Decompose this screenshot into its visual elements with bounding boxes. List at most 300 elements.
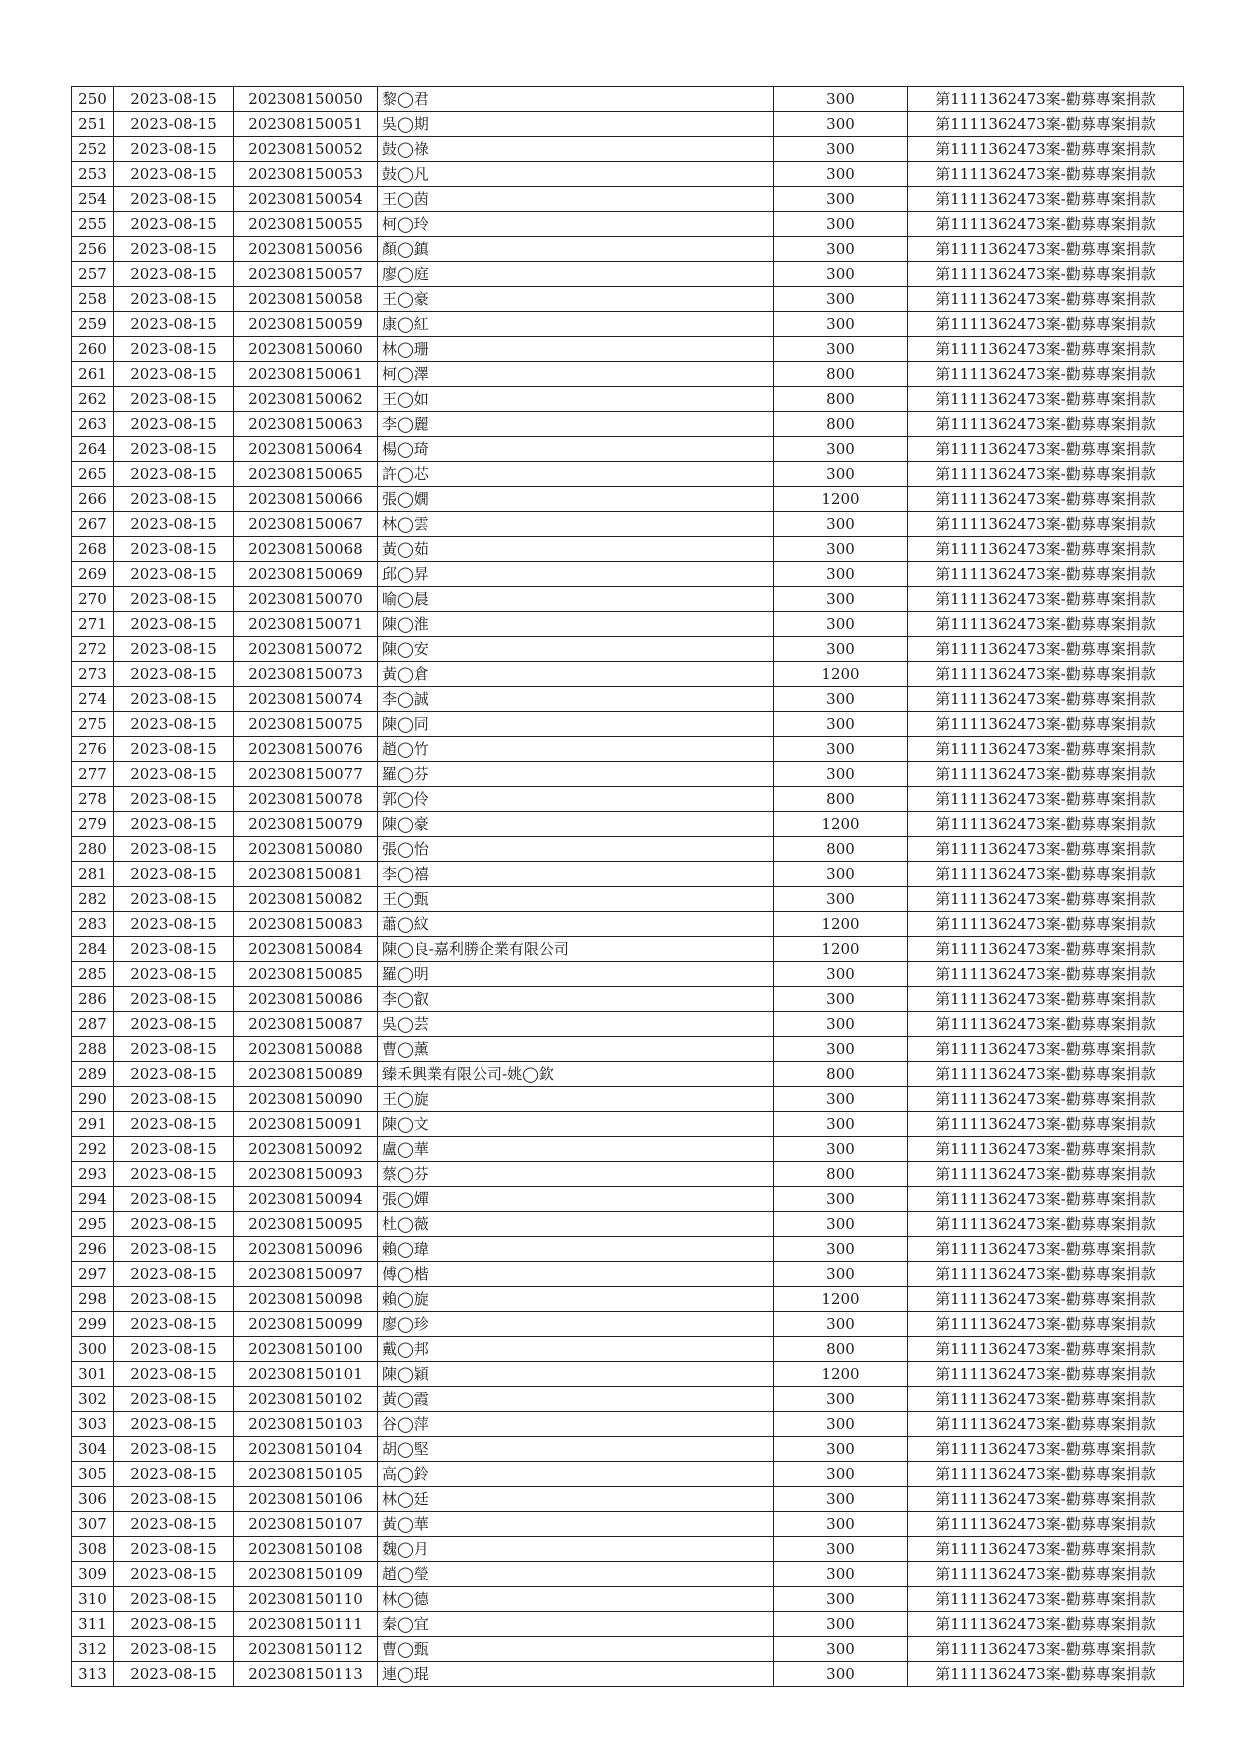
receipt-id-cell: 202308150074 <box>234 687 378 712</box>
row-number-cell: 286 <box>72 987 114 1012</box>
date-cell: 2023-08-15 <box>114 862 234 887</box>
receipt-id-cell: 202308150051 <box>234 112 378 137</box>
row-number-cell: 261 <box>72 362 114 387</box>
receipt-id-cell: 202308150071 <box>234 612 378 637</box>
date-cell: 2023-08-15 <box>114 1587 234 1612</box>
receipt-id-cell: 202308150086 <box>234 987 378 1012</box>
purpose-cell: 第1111362473案-勸募專案捐款 <box>908 912 1184 937</box>
receipt-id-cell: 202308150084 <box>234 937 378 962</box>
receipt-id-cell: 202308150055 <box>234 212 378 237</box>
date-cell: 2023-08-15 <box>114 1637 234 1662</box>
row-number-cell: 281 <box>72 862 114 887</box>
amount-cell: 300 <box>774 337 908 362</box>
donor-name-cell: 陳◯穎 <box>378 1362 774 1387</box>
purpose-cell: 第1111362473案-勸募專案捐款 <box>908 1187 1184 1212</box>
amount-cell: 300 <box>774 162 908 187</box>
date-cell: 2023-08-15 <box>114 1287 234 1312</box>
amount-cell: 300 <box>774 1437 908 1462</box>
receipt-id-cell: 202308150061 <box>234 362 378 387</box>
purpose-cell: 第1111362473案-勸募專案捐款 <box>908 187 1184 212</box>
donor-name-cell: 陳◯良-嘉利勝企業有限公司 <box>378 937 774 962</box>
receipt-id-cell: 202308150056 <box>234 237 378 262</box>
donor-name-cell: 王◯甄 <box>378 887 774 912</box>
purpose-cell: 第1111362473案-勸募專案捐款 <box>908 212 1184 237</box>
table-row <box>72 687 1184 712</box>
receipt-id-cell: 202308150059 <box>234 312 378 337</box>
donation-table-body <box>72 87 1184 1687</box>
receipt-id-cell: 202308150069 <box>234 562 378 587</box>
purpose-cell: 第1111362473案-勸募專案捐款 <box>908 887 1184 912</box>
table-row <box>72 112 1184 137</box>
row-number-cell: 290 <box>72 1087 114 1112</box>
amount-cell: 800 <box>774 362 908 387</box>
donor-name-cell: 杜◯薇 <box>378 1212 774 1237</box>
amount-cell: 300 <box>774 1487 908 1512</box>
amount-cell: 1200 <box>774 662 908 687</box>
purpose-cell: 第1111362473案-勸募專案捐款 <box>908 1012 1184 1037</box>
donor-name-cell: 李◯禧 <box>378 862 774 887</box>
date-cell: 2023-08-15 <box>114 1037 234 1062</box>
table-row <box>72 1212 1184 1237</box>
purpose-cell: 第1111362473案-勸募專案捐款 <box>908 1512 1184 1537</box>
row-number-cell: 308 <box>72 1537 114 1562</box>
donor-name-cell: 廖◯珍 <box>378 1312 774 1337</box>
date-cell: 2023-08-15 <box>114 237 234 262</box>
date-cell: 2023-08-15 <box>114 1537 234 1562</box>
purpose-cell: 第1111362473案-勸募專案捐款 <box>908 262 1184 287</box>
amount-cell: 300 <box>774 1537 908 1562</box>
date-cell: 2023-08-15 <box>114 1337 234 1362</box>
table-row <box>72 187 1184 212</box>
row-number-cell: 288 <box>72 1037 114 1062</box>
receipt-id-cell: 202308150101 <box>234 1362 378 1387</box>
donor-name-cell: 黎◯君 <box>378 87 774 112</box>
date-cell: 2023-08-15 <box>114 287 234 312</box>
table-row <box>72 1262 1184 1287</box>
purpose-cell: 第1111362473案-勸募專案捐款 <box>908 1487 1184 1512</box>
purpose-cell: 第1111362473案-勸募專案捐款 <box>908 512 1184 537</box>
donor-name-cell: 趙◯瑩 <box>378 1562 774 1587</box>
donor-name-cell: 魏◯月 <box>378 1537 774 1562</box>
donor-name-cell: 張◯怡 <box>378 837 774 862</box>
table-row <box>72 1037 1184 1062</box>
amount-cell: 300 <box>774 187 908 212</box>
row-number-cell: 313 <box>72 1662 114 1687</box>
receipt-id-cell: 202308150066 <box>234 487 378 512</box>
donor-name-cell: 傅◯楷 <box>378 1262 774 1287</box>
purpose-cell: 第1111362473案-勸募專案捐款 <box>908 387 1184 412</box>
donor-name-cell: 連◯琨 <box>378 1662 774 1687</box>
table-row <box>72 537 1184 562</box>
table-row <box>72 1187 1184 1212</box>
receipt-id-cell: 202308150053 <box>234 162 378 187</box>
purpose-cell: 第1111362473案-勸募專案捐款 <box>908 662 1184 687</box>
row-number-cell: 279 <box>72 812 114 837</box>
purpose-cell: 第1111362473案-勸募專案捐款 <box>908 1062 1184 1087</box>
receipt-id-cell: 202308150106 <box>234 1487 378 1512</box>
amount-cell: 300 <box>774 1587 908 1612</box>
amount-cell: 800 <box>774 412 908 437</box>
row-number-cell: 287 <box>72 1012 114 1037</box>
purpose-cell: 第1111362473案-勸募專案捐款 <box>908 637 1184 662</box>
row-number-cell: 268 <box>72 537 114 562</box>
donor-name-cell: 王◯旋 <box>378 1087 774 1112</box>
table-row <box>72 312 1184 337</box>
donor-name-cell: 林◯德 <box>378 1587 774 1612</box>
date-cell: 2023-08-15 <box>114 837 234 862</box>
donor-name-cell: 黃◯華 <box>378 1512 774 1537</box>
row-number-cell: 280 <box>72 837 114 862</box>
row-number-cell: 253 <box>72 162 114 187</box>
row-number-cell: 298 <box>72 1287 114 1312</box>
purpose-cell: 第1111362473案-勸募專案捐款 <box>908 1637 1184 1662</box>
receipt-id-cell: 202308150109 <box>234 1562 378 1587</box>
table-row <box>72 237 1184 262</box>
table-row <box>72 162 1184 187</box>
receipt-id-cell: 202308150082 <box>234 887 378 912</box>
receipt-id-cell: 202308150072 <box>234 637 378 662</box>
receipt-id-cell: 202308150063 <box>234 412 378 437</box>
date-cell: 2023-08-15 <box>114 137 234 162</box>
donor-name-cell: 吳◯期 <box>378 112 774 137</box>
table-row <box>72 1512 1184 1537</box>
purpose-cell: 第1111362473案-勸募專案捐款 <box>908 1112 1184 1137</box>
purpose-cell: 第1111362473案-勸募專案捐款 <box>908 737 1184 762</box>
date-cell: 2023-08-15 <box>114 162 234 187</box>
purpose-cell: 第1111362473案-勸募專案捐款 <box>908 1437 1184 1462</box>
donor-name-cell: 盧◯華 <box>378 1137 774 1162</box>
table-row <box>72 1112 1184 1137</box>
row-number-cell: 271 <box>72 612 114 637</box>
row-number-cell: 267 <box>72 512 114 537</box>
table-row <box>72 1237 1184 1262</box>
amount-cell: 300 <box>774 1112 908 1137</box>
date-cell: 2023-08-15 <box>114 112 234 137</box>
donor-name-cell: 廖◯庭 <box>378 262 774 287</box>
amount-cell: 300 <box>774 562 908 587</box>
table-row <box>72 1612 1184 1637</box>
row-number-cell: 283 <box>72 912 114 937</box>
amount-cell: 800 <box>774 1062 908 1087</box>
amount-cell: 300 <box>774 1637 908 1662</box>
donor-name-cell: 許◯芯 <box>378 462 774 487</box>
purpose-cell: 第1111362473案-勸募專案捐款 <box>908 437 1184 462</box>
purpose-cell: 第1111362473案-勸募專案捐款 <box>908 1412 1184 1437</box>
date-cell: 2023-08-15 <box>114 1112 234 1137</box>
row-number-cell: 269 <box>72 562 114 587</box>
date-cell: 2023-08-15 <box>114 1312 234 1337</box>
receipt-id-cell: 202308150054 <box>234 187 378 212</box>
donor-name-cell: 鼓◯祿 <box>378 137 774 162</box>
date-cell: 2023-08-15 <box>114 462 234 487</box>
row-number-cell: 265 <box>72 462 114 487</box>
amount-cell: 300 <box>774 512 908 537</box>
amount-cell: 300 <box>774 87 908 112</box>
receipt-id-cell: 202308150097 <box>234 1262 378 1287</box>
row-number-cell: 304 <box>72 1437 114 1462</box>
receipt-id-cell: 202308150091 <box>234 1112 378 1137</box>
row-number-cell: 289 <box>72 1062 114 1087</box>
amount-cell: 300 <box>774 537 908 562</box>
row-number-cell: 254 <box>72 187 114 212</box>
donor-name-cell: 陳◯淮 <box>378 612 774 637</box>
receipt-id-cell: 202308150062 <box>234 387 378 412</box>
table-row <box>72 512 1184 537</box>
date-cell: 2023-08-15 <box>114 262 234 287</box>
table-row <box>72 412 1184 437</box>
table-row <box>72 837 1184 862</box>
donor-name-cell: 張◯嫺 <box>378 487 774 512</box>
receipt-id-cell: 202308150060 <box>234 337 378 362</box>
donor-name-cell: 鼓◯凡 <box>378 162 774 187</box>
amount-cell: 300 <box>774 212 908 237</box>
receipt-id-cell: 202308150080 <box>234 837 378 862</box>
date-cell: 2023-08-15 <box>114 1562 234 1587</box>
row-number-cell: 270 <box>72 587 114 612</box>
date-cell: 2023-08-15 <box>114 887 234 912</box>
row-number-cell: 250 <box>72 87 114 112</box>
purpose-cell: 第1111362473案-勸募專案捐款 <box>908 412 1184 437</box>
receipt-id-cell: 202308150092 <box>234 1137 378 1162</box>
donor-name-cell: 陳◯豪 <box>378 812 774 837</box>
table-row <box>72 562 1184 587</box>
purpose-cell: 第1111362473案-勸募專案捐款 <box>908 1337 1184 1362</box>
table-row <box>72 812 1184 837</box>
row-number-cell: 311 <box>72 1612 114 1637</box>
row-number-cell: 258 <box>72 287 114 312</box>
date-cell: 2023-08-15 <box>114 487 234 512</box>
purpose-cell: 第1111362473案-勸募專案捐款 <box>908 312 1184 337</box>
donor-name-cell: 林◯廷 <box>378 1487 774 1512</box>
purpose-cell: 第1111362473案-勸募專案捐款 <box>908 1287 1184 1312</box>
row-number-cell: 294 <box>72 1187 114 1212</box>
date-cell: 2023-08-15 <box>114 662 234 687</box>
date-cell: 2023-08-15 <box>114 687 234 712</box>
table-row <box>72 1337 1184 1362</box>
table-row <box>72 1387 1184 1412</box>
date-cell: 2023-08-15 <box>114 712 234 737</box>
receipt-id-cell: 202308150058 <box>234 287 378 312</box>
receipt-id-cell: 202308150076 <box>234 737 378 762</box>
date-cell: 2023-08-15 <box>114 612 234 637</box>
receipt-id-cell: 202308150098 <box>234 1287 378 1312</box>
amount-cell: 300 <box>774 1037 908 1062</box>
amount-cell: 1200 <box>774 487 908 512</box>
receipt-id-cell: 202308150096 <box>234 1237 378 1262</box>
date-cell: 2023-08-15 <box>114 87 234 112</box>
row-number-cell: 292 <box>72 1137 114 1162</box>
table-row <box>72 637 1184 662</box>
donor-name-cell: 顏◯鎮 <box>378 237 774 262</box>
amount-cell: 300 <box>774 1512 908 1537</box>
amount-cell: 300 <box>774 1412 908 1437</box>
row-number-cell: 300 <box>72 1337 114 1362</box>
date-cell: 2023-08-15 <box>114 537 234 562</box>
date-cell: 2023-08-15 <box>114 812 234 837</box>
amount-cell: 300 <box>774 437 908 462</box>
row-number-cell: 306 <box>72 1487 114 1512</box>
receipt-id-cell: 202308150093 <box>234 1162 378 1187</box>
receipt-id-cell: 202308150067 <box>234 512 378 537</box>
amount-cell: 300 <box>774 237 908 262</box>
receipt-id-cell: 202308150065 <box>234 462 378 487</box>
purpose-cell: 第1111362473案-勸募專案捐款 <box>908 1612 1184 1637</box>
row-number-cell: 297 <box>72 1262 114 1287</box>
row-number-cell: 260 <box>72 337 114 362</box>
donor-name-cell: 李◯誠 <box>378 687 774 712</box>
row-number-cell: 277 <box>72 762 114 787</box>
donor-name-cell: 柯◯澤 <box>378 362 774 387</box>
row-number-cell: 309 <box>72 1562 114 1587</box>
receipt-id-cell: 202308150087 <box>234 1012 378 1037</box>
date-cell: 2023-08-15 <box>114 1387 234 1412</box>
table-row <box>72 1137 1184 1162</box>
date-cell: 2023-08-15 <box>114 1237 234 1262</box>
donation-table <box>71 86 1184 1687</box>
amount-cell: 300 <box>774 462 908 487</box>
row-number-cell: 274 <box>72 687 114 712</box>
purpose-cell: 第1111362473案-勸募專案捐款 <box>908 87 1184 112</box>
donor-name-cell: 谷◯萍 <box>378 1412 774 1437</box>
donor-name-cell: 郭◯伶 <box>378 787 774 812</box>
table-row <box>72 662 1184 687</box>
table-row <box>72 1487 1184 1512</box>
amount-cell: 1200 <box>774 1362 908 1387</box>
donor-name-cell: 羅◯芬 <box>378 762 774 787</box>
purpose-cell: 第1111362473案-勸募專案捐款 <box>908 1087 1184 1112</box>
row-number-cell: 291 <box>72 1112 114 1137</box>
purpose-cell: 第1111362473案-勸募專案捐款 <box>908 1162 1184 1187</box>
date-cell: 2023-08-15 <box>114 512 234 537</box>
row-number-cell: 305 <box>72 1462 114 1487</box>
table-row <box>72 762 1184 787</box>
table-row <box>72 712 1184 737</box>
receipt-id-cell: 202308150078 <box>234 787 378 812</box>
table-row <box>72 1087 1184 1112</box>
amount-cell: 300 <box>774 1087 908 1112</box>
table-row <box>72 1012 1184 1037</box>
purpose-cell: 第1111362473案-勸募專案捐款 <box>908 562 1184 587</box>
table-row <box>72 912 1184 937</box>
donor-name-cell: 秦◯宜 <box>378 1612 774 1637</box>
amount-cell: 300 <box>774 137 908 162</box>
amount-cell: 300 <box>774 312 908 337</box>
donor-name-cell: 李◯叡 <box>378 987 774 1012</box>
donor-name-cell: 黃◯茹 <box>378 537 774 562</box>
amount-cell: 1200 <box>774 812 908 837</box>
amount-cell: 300 <box>774 587 908 612</box>
donor-name-cell: 黃◯霞 <box>378 1387 774 1412</box>
row-number-cell: 296 <box>72 1237 114 1262</box>
table-row <box>72 362 1184 387</box>
amount-cell: 800 <box>774 837 908 862</box>
receipt-id-cell: 202308150068 <box>234 537 378 562</box>
table-row <box>72 487 1184 512</box>
purpose-cell: 第1111362473案-勸募專案捐款 <box>908 1137 1184 1162</box>
amount-cell: 800 <box>774 1162 908 1187</box>
table-row <box>72 1587 1184 1612</box>
table-row <box>72 1637 1184 1662</box>
purpose-cell: 第1111362473案-勸募專案捐款 <box>908 1587 1184 1612</box>
table-row <box>72 1662 1184 1687</box>
purpose-cell: 第1111362473案-勸募專案捐款 <box>908 1662 1184 1687</box>
receipt-id-cell: 202308150102 <box>234 1387 378 1412</box>
purpose-cell: 第1111362473案-勸募專案捐款 <box>908 962 1184 987</box>
purpose-cell: 第1111362473案-勸募專案捐款 <box>908 137 1184 162</box>
receipt-id-cell: 202308150099 <box>234 1312 378 1337</box>
amount-cell: 300 <box>774 687 908 712</box>
receipt-id-cell: 202308150052 <box>234 137 378 162</box>
donor-name-cell: 楊◯琦 <box>378 437 774 462</box>
row-number-cell: 295 <box>72 1212 114 1237</box>
donor-name-cell: 戴◯邦 <box>378 1337 774 1362</box>
receipt-id-cell: 202308150081 <box>234 862 378 887</box>
receipt-id-cell: 202308150112 <box>234 1637 378 1662</box>
purpose-cell: 第1111362473案-勸募專案捐款 <box>908 112 1184 137</box>
table-row <box>72 287 1184 312</box>
purpose-cell: 第1111362473案-勸募專案捐款 <box>908 987 1184 1012</box>
donor-name-cell: 柯◯玲 <box>378 212 774 237</box>
purpose-cell: 第1111362473案-勸募專案捐款 <box>908 837 1184 862</box>
receipt-id-cell: 202308150107 <box>234 1512 378 1537</box>
donor-name-cell: 王◯如 <box>378 387 774 412</box>
table-row <box>72 1287 1184 1312</box>
table-row <box>72 1437 1184 1462</box>
row-number-cell: 262 <box>72 387 114 412</box>
amount-cell: 300 <box>774 1612 908 1637</box>
row-number-cell: 282 <box>72 887 114 912</box>
purpose-cell: 第1111362473案-勸募專案捐款 <box>908 687 1184 712</box>
donor-name-cell: 吳◯芸 <box>378 1012 774 1037</box>
purpose-cell: 第1111362473案-勸募專案捐款 <box>908 537 1184 562</box>
amount-cell: 300 <box>774 612 908 637</box>
row-number-cell: 259 <box>72 312 114 337</box>
table-row <box>72 862 1184 887</box>
purpose-cell: 第1111362473案-勸募專案捐款 <box>908 1037 1184 1062</box>
date-cell: 2023-08-15 <box>114 1087 234 1112</box>
amount-cell: 300 <box>774 1237 908 1262</box>
table-row <box>72 462 1184 487</box>
donor-name-cell: 高◯鈴 <box>378 1462 774 1487</box>
date-cell: 2023-08-15 <box>114 1437 234 1462</box>
date-cell: 2023-08-15 <box>114 762 234 787</box>
row-number-cell: 284 <box>72 937 114 962</box>
date-cell: 2023-08-15 <box>114 1362 234 1387</box>
receipt-id-cell: 202308150057 <box>234 262 378 287</box>
row-number-cell: 272 <box>72 637 114 662</box>
date-cell: 2023-08-15 <box>114 787 234 812</box>
table-row <box>72 1362 1184 1387</box>
purpose-cell: 第1111362473案-勸募專案捐款 <box>908 337 1184 362</box>
row-number-cell: 263 <box>72 412 114 437</box>
table-row <box>72 1312 1184 1337</box>
table-row <box>72 787 1184 812</box>
receipt-id-cell: 202308150094 <box>234 1187 378 1212</box>
receipt-id-cell: 202308150088 <box>234 1037 378 1062</box>
donor-name-cell: 陳◯同 <box>378 712 774 737</box>
date-cell: 2023-08-15 <box>114 987 234 1012</box>
amount-cell: 300 <box>774 1562 908 1587</box>
table-row <box>72 437 1184 462</box>
purpose-cell: 第1111362473案-勸募專案捐款 <box>908 287 1184 312</box>
date-cell: 2023-08-15 <box>114 187 234 212</box>
donor-name-cell: 邱◯昇 <box>378 562 774 587</box>
purpose-cell: 第1111362473案-勸募專案捐款 <box>908 712 1184 737</box>
date-cell: 2023-08-15 <box>114 337 234 362</box>
donor-name-cell: 胡◯堅 <box>378 1437 774 1462</box>
table-row <box>72 1062 1184 1087</box>
purpose-cell: 第1111362473案-勸募專案捐款 <box>908 1387 1184 1412</box>
